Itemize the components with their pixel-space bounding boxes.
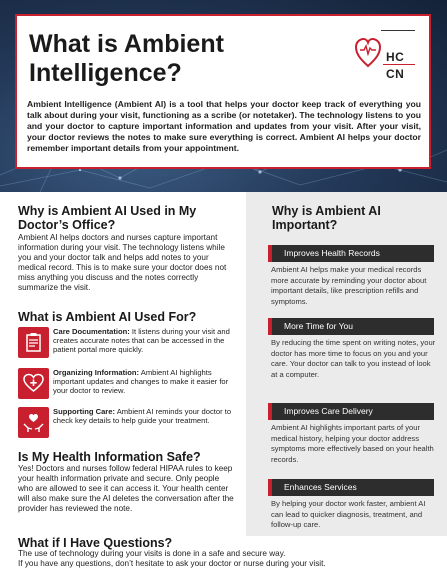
title-line-1: What is Ambient xyxy=(29,30,224,58)
use-item-label: Supporting Care: xyxy=(53,407,116,416)
importance-text-services: By helping your doctor work faster, ambient AI can lead to quicker diagnosis, treatment, and follow-up care. xyxy=(271,499,426,529)
importance-bar-services: Enhances Services xyxy=(268,479,434,496)
safe-body: Yes! Doctors and nurses follow federal HIPAA rules to keep your health information private and secure. Only people who are allowed to see it can access it. Your health center will also make sure the AI deletes the conversation after the provider has reviewed the note. xyxy=(18,464,234,513)
use-item-care-documentation xyxy=(18,327,238,361)
use-item-label: Organizing Information: xyxy=(53,368,140,377)
use-item-text xyxy=(53,368,237,395)
importance-text-more-time: By reducing the time spent on writing notes, your doctor has more time to focus on you and your care. Your doctor can talk to you instead of look at a computer. xyxy=(271,338,436,379)
use-item-organizing-information xyxy=(18,368,238,402)
questions-body xyxy=(18,549,438,569)
importance-text-health-records: Ambient AI helps make your medical records more accurate by reminding your doctor about important details, like prescription refills and symptoms. xyxy=(271,265,427,306)
importance-heading: Why is Ambient AI Important? xyxy=(272,204,381,232)
logo-divider xyxy=(383,64,415,65)
use-item-desc: Ambient AI reminds your doctor to check key details to help guide your treatment. xyxy=(53,407,232,425)
questions-heading: What if I Have Questions? xyxy=(18,536,173,550)
hands-heart-icon xyxy=(18,407,49,438)
hccn-logo xyxy=(355,30,415,86)
use-item-supporting-care xyxy=(18,407,238,441)
use-item-text xyxy=(53,407,237,425)
heart-plus-icon xyxy=(18,368,49,399)
use-item-text xyxy=(53,327,237,354)
logo-text-hc: HC xyxy=(386,50,405,64)
use-item-desc: Ambient AI highlights important updates and changes to make it easier for your doctor to review. xyxy=(53,368,229,395)
safe-heading: Is My Health Information Safe? xyxy=(18,450,201,464)
title-line-2: Intelligence? xyxy=(29,59,182,87)
importance-panel xyxy=(246,192,447,536)
hero-background xyxy=(0,0,447,192)
questions-line-1: The use of technology during your visits is done in a safe and secure way. xyxy=(18,549,286,558)
use-item-label: Care Documentation: xyxy=(53,327,130,336)
intro-card xyxy=(15,14,431,169)
heart-pulse-icon xyxy=(355,36,381,70)
importance-text-care-delivery: Ambient AI highlights important parts of your medical history, helping your doctor address symptoms more effectively based on your health records. xyxy=(271,423,434,464)
why-used-heading: Why is Ambient AI Used in My Doctor’s Office? xyxy=(18,204,197,232)
importance-bar-health-records: Improves Health Records xyxy=(268,245,434,262)
why-used-body: Ambient AI helps doctors and nurses capture important information during your visit. The technology listens while you and your doctor talk and helps add notes to your medical record. This is to make sure your doctor does not miss anything you discuss and the notes correctly summarize the visit. xyxy=(18,233,227,292)
page-title xyxy=(29,30,339,88)
importance-bar-more-time: More Time for You xyxy=(268,318,434,335)
importance-bar-care-delivery: Improves Care Delivery xyxy=(268,403,434,420)
used-for-heading: What is Ambient AI Used For? xyxy=(18,310,197,324)
logo-text-cn: CN xyxy=(386,67,405,81)
use-item-desc: It listens during your visit and creates accurate notes that can be accessed in the patient portal more quickly. xyxy=(53,327,230,354)
clipboard-icon xyxy=(18,327,49,358)
intro-paragraph: Ambient Intelligence (Ambient AI) is a tool that helps your doctor keep track of everything you talk about during your visit, functioning as a scribe (or notetaker). The technology listens to you and your doctor to capture important information and updates from your visit. After your visit, your doctor reviews the notes to make sure everything is correct. Ambient AI helps your doctor remember important details from your appointment. xyxy=(27,99,421,153)
questions-line-2: If you have any questions, don’t hesitate to ask your doctor or nurse during your visit. xyxy=(18,559,326,568)
logo-top-rule xyxy=(381,30,415,31)
